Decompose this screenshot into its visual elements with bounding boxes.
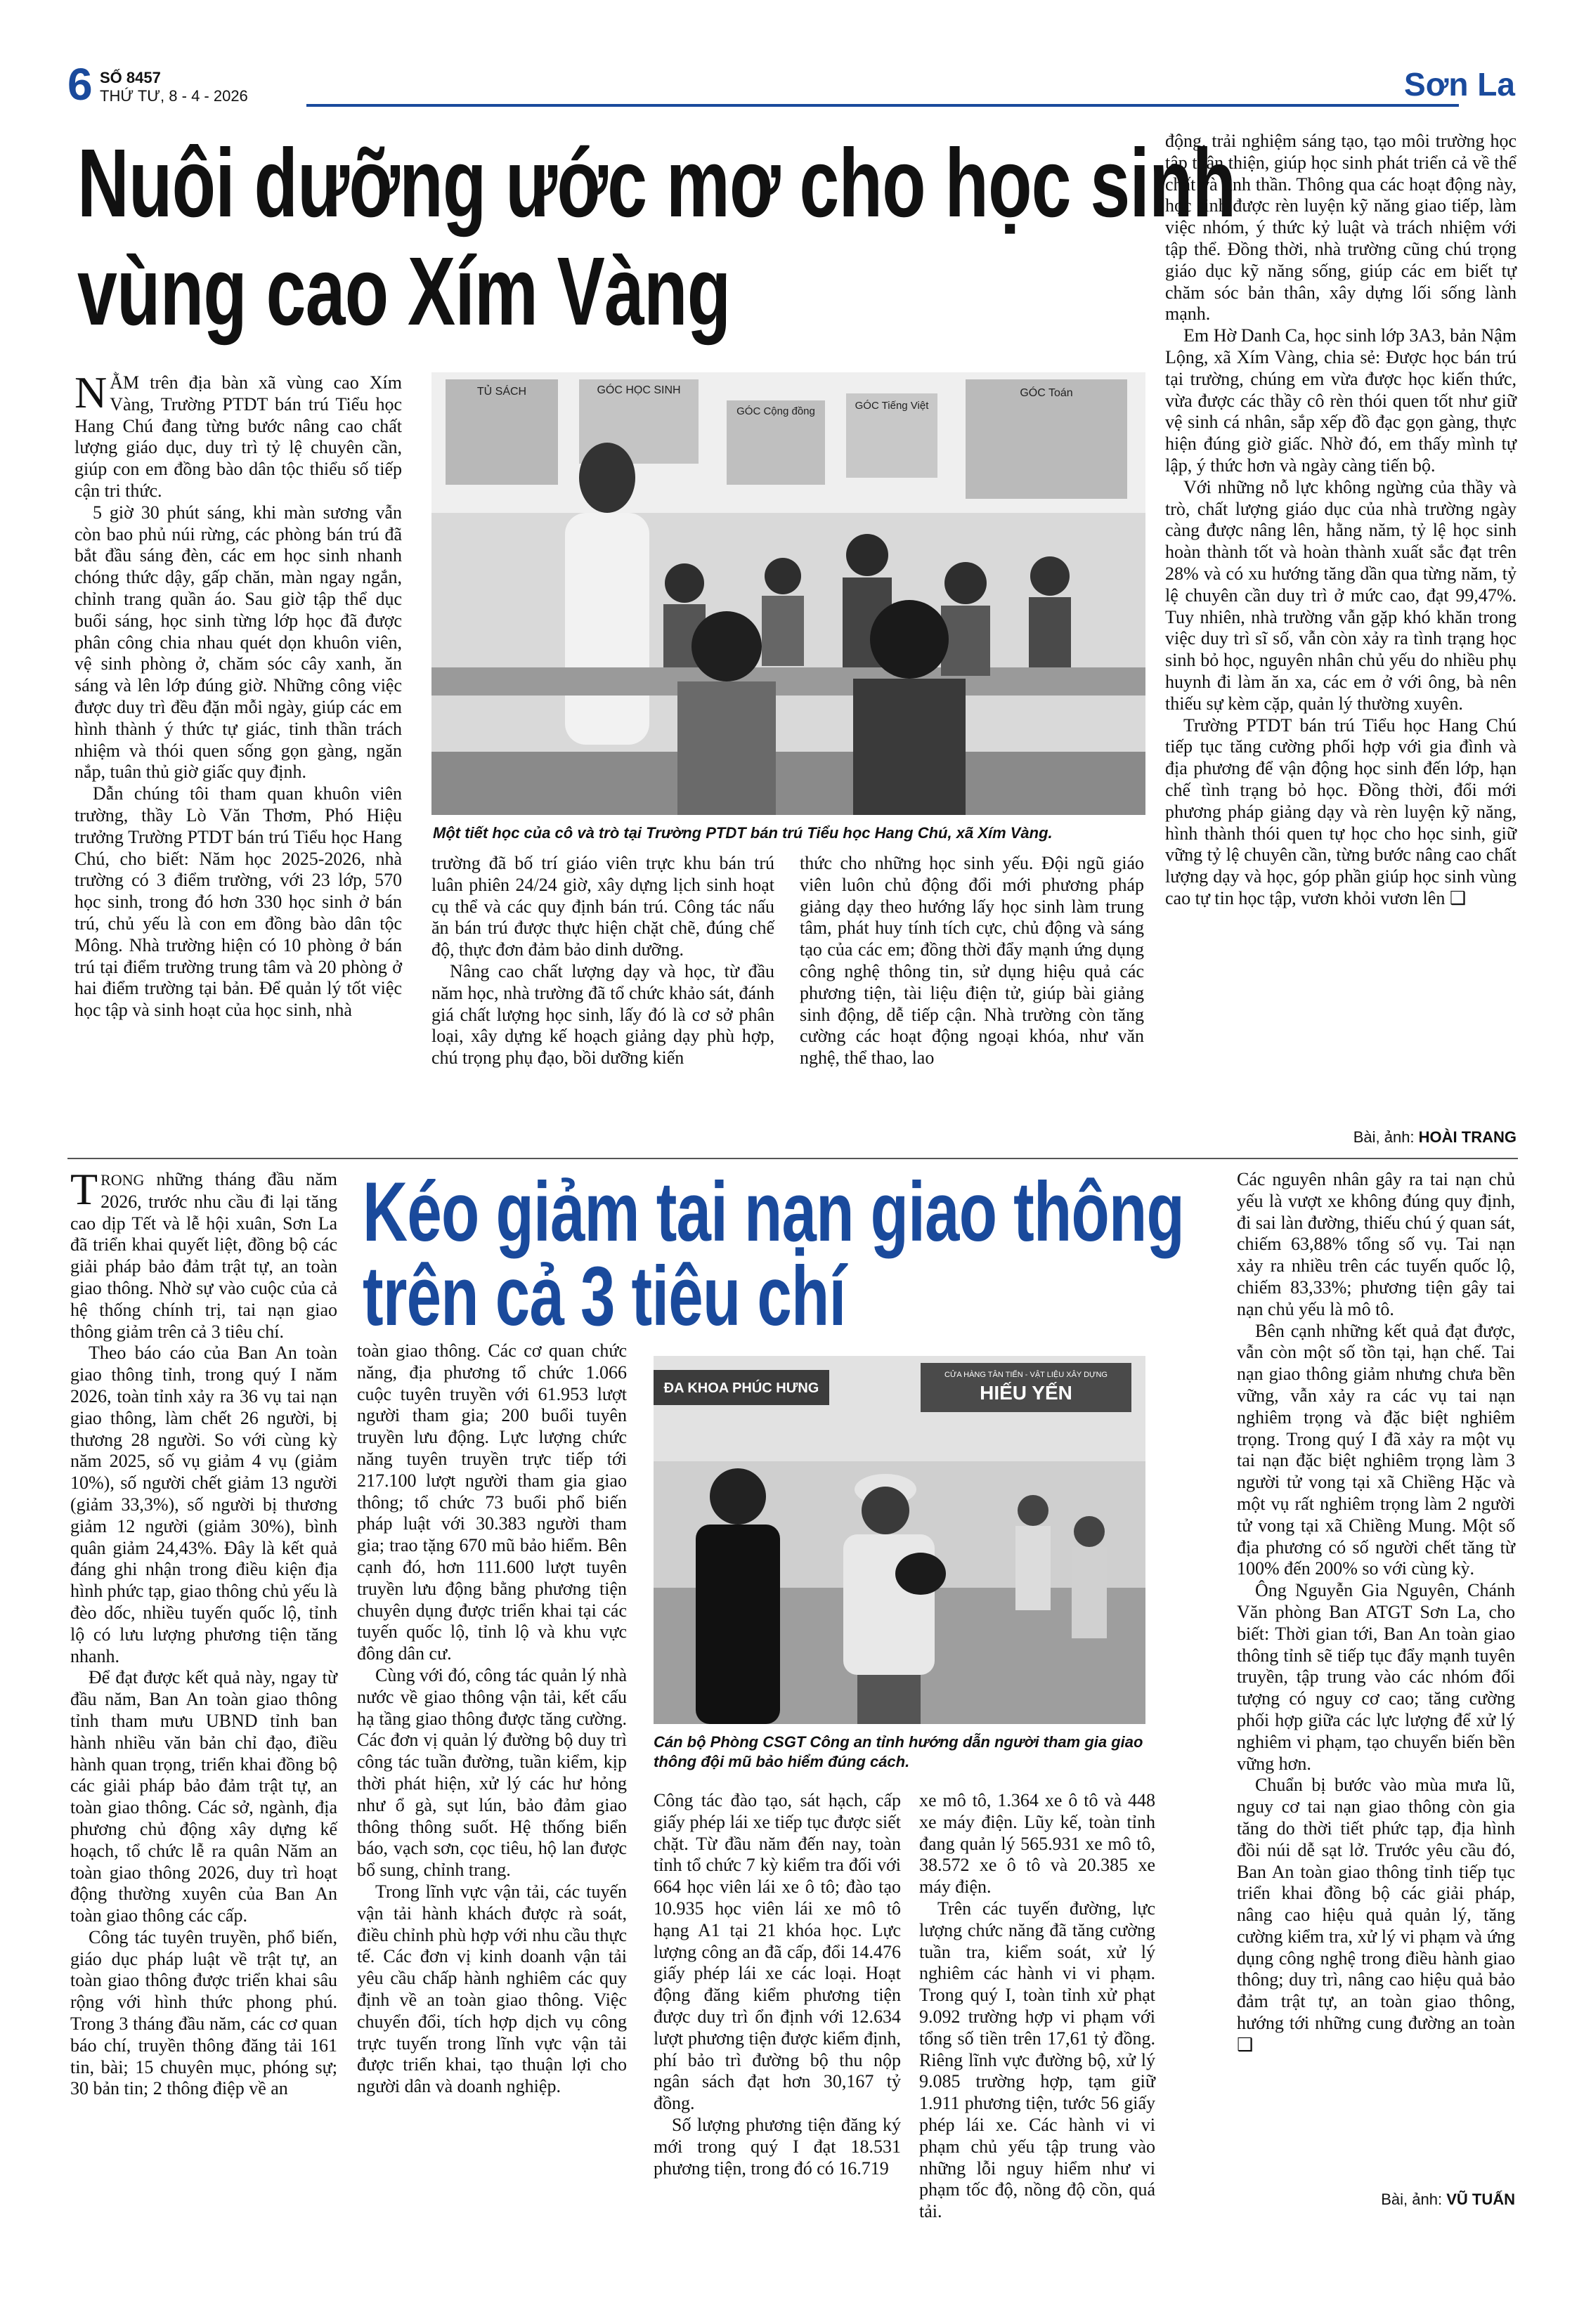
article1-paragraph: Dẫn chúng tôi tham quan khuôn viên trường, thầy Lò Văn Thơm, Phó Hiệu trưởng Trường PTDT bán trú Tiểu học Hang Chú, cho biết: Năm học 2025-2026, nhà trường có 3 điểm trường, với 23 lớp, 570 học sinh, trong đó hơn 330 học sinh ở bán trú, chủ yếu là con em đồng bào dân tộc Mông. Nhà trường hiện có 10 phòng ở bán trú tại điểm trường trung tâm và 20 phòng ở hai điểm trường tại bản. Để quản lý tốt việc học tập và sinh hoạt của học sinh, nhà [74, 783, 402, 1021]
helmet-icon [895, 1553, 946, 1595]
article2-paragraph: Cùng với đó, công tác quản lý nhà nước về giao thông vận tải, kết cấu hạ tầng giao thông được tăng cường. Các đơn vị quản lý đường bộ duy trì công tác tuần đường, tuần kiểm, kịp thời phát hiện, xử lý các hư hỏng như ổ gà, sụt lún, bảo đảm giao thông thông suốt. Hệ thống biển báo, vạch sơn, cọc tiêu, hộ lan được bổ sung, chỉnh trang. [357, 1664, 627, 1881]
article2-paragraph: Số lượng phương tiện đăng ký mới trong quý I đạt 18.531 phương tiện, trong đó có 16.719 [654, 2114, 901, 2179]
article2-author: VŨ TUẤN [1446, 2191, 1515, 2208]
traffic-police-photo [654, 1356, 1145, 1724]
article2-paragraph: xe mô tô, 1.364 xe ô tô và 448 xe máy điện. Lũy kế, toàn tỉnh đang quản lý 565.931 xe mô tô, 38.572 xe ô tô và 20.385 xe máy điện. [919, 1790, 1155, 1898]
issue-number: SỐ 8457 [100, 69, 161, 86]
article2-paragraph: Để đạt được kết quả này, ngay từ đầu năm, Ban An toàn giao thông tỉnh tham mưu UBND tỉnh ban hành nhiều văn bản chỉ đạo, điều hành quan trọng, triển khai đồng bộ các giải pháp bảo đảm trật tự, an toàn giao thông. Các sở, ngành, địa phương chủ động xây dựng kế hoạch, tổ chức lễ ra quân Năm an toàn giao thông 2026, duy trì hoạt động thường xuyên của Ban An toàn giao thông các cấp. [70, 1667, 337, 1926]
article2-column-3 [654, 1790, 901, 2206]
article2-title-line1: Kéo giảm tai nạn giao thông [363, 1165, 1184, 1259]
article1-paragraph: thức cho những học sinh yếu. Đội ngũ giáo viên luôn chủ động đổi mới phương pháp giảng dạy theo hướng lấy học sinh làm trung tâm, phát huy tính tích cực, chủ động và sáng tạo của các em; đồng thời đẩy mạnh ứng dụng công nghệ thông tin, sử dụng hiệu quả các phương tiện, tài liệu điện tử, giúp bài giảng sinh động, dễ tiếp cận. Nhà trường còn tăng cường các hoạt động ngoại khóa, như văn nghệ, thể thao, lao [800, 853, 1144, 1069]
article2-paragraph: Trong lĩnh vực vận tải, các tuyến vận tải hành khách được rà soát, điều chỉnh phù hợp với nhu cầu thực tế. Các đơn vị kinh doanh vận tải yêu cầu chấp hành nghiêm các quy định về an toàn giao thông. Việc chuyển đổi, tích hợp dịch vụ công trực tuyến trong lĩnh vực vận tải được triển khai, tạo thuận lợi cho người dân và doanh nghiệp. [357, 1881, 627, 2097]
photo-sign-text: GÓC HỌC SINH [597, 384, 681, 396]
page-header [67, 59, 1515, 110]
article1-column-3 [800, 853, 1144, 1148]
article2-paragraph: Công tác tuyên truyền, phổ biến, giáo dục pháp luật về trật tự, an toàn giao thông được triển khai sâu rộng với hình thức phong phú. Trong 3 tháng đầu năm, các cơ quan báo chí, truyền thông đăng tải 161 tin, bài; 15 chuyên mục, phóng sự; 30 bản tin; 2 thông điệp về an [70, 1926, 337, 2099]
article1-paragraph: Nâng cao chất lượng dạy và học, từ đầu năm học, nhà trường đã tổ chức khảo sát, đánh giá chất lượng học sinh, lấy đó là cơ sở phân loại, xây dựng kế hoạch giảng dạy phù hợp, chú trọng phụ đạo, bồi dưỡng kiến [431, 960, 774, 1069]
article2-paragraph: Ông Nguyễn Gia Nguyên, Chánh Văn phòng Ban ATGT Sơn La, cho biết: Thời gian tới, Ban An toàn giao thông tỉnh sẽ tiếp tục đẩy mạnh tuyên truyền, tập trung vào các nhóm đối tượng có nguy cơ cao; tăng cường phối hợp giữa các lực lượng để xử lý nghiêm vi phạm, tạo chuyển biến bền vững hơn. [1237, 1580, 1515, 1774]
article1-dropcap: N [74, 367, 108, 417]
page-number: 6 [67, 59, 93, 110]
photo-sign-text: HIẾU YẾN [980, 1382, 1072, 1404]
article2-byline: Bài, ảnh: VŨ TUẤN [1381, 2191, 1515, 2208]
classroom-photo [431, 372, 1145, 815]
article2-paragraph: Theo báo cáo của Ban An toàn giao thông tỉnh, trong quý I năm 2026, toàn tỉnh xảy ra 36 vụ tai nạn giao thông, làm chết 26 người, bị thương 28 người. So với cùng kỳ năm 2025, số vụ giảm 4 vụ (giảm 10%), số người chết giảm 13 người (giảm 33,3%), số người bị thương giảm 12 người (giảm 30%), bình quân giảm 24,43%. Đây là kết quả đáng ghi nhận trong điều kiện địa hình phức tạp, giao thông chủ yếu là đèo dốc, nhiều tuyến quốc lộ, tỉnh lộ có lưu lượng phương tiện tăng nhanh. [70, 1343, 337, 1666]
article2-paragraph: Chuẩn bị bước vào mùa mưa lũ, nguy cơ tai nạn giao thông còn gia tăng do thời tiết phức tạp, địa hình đồi núi dễ sạt lở. Trước yêu cầu đó, Ban An toàn giao thông tỉnh tiếp tục triển khai đồng bộ các giải pháp, nâng cao hiệu quả quản lý, tăng cường kiểm tra, xử lý vi phạm và ứng dụng công nghệ trong điều hành giao thông; duy trì, nâng cao hiệu quả bảo đảm trật tự, an toàn giao thông, hướng tới những cung đường an toàn ❑ [1237, 1775, 1515, 2055]
classroom-photo-image [431, 372, 1145, 815]
photo-sign-text: CỬA HÀNG TÂN TIẾN - VẬT LIỆU XÂY DỰNG [944, 1371, 1108, 1379]
article1-author: HOÀI TRANG [1418, 1128, 1517, 1146]
article2-title-line2: trên cả 3 tiêu chí [363, 1249, 846, 1343]
article2-column-5 [1237, 1169, 1515, 2188]
article2-dropcap: T [70, 1164, 98, 1214]
photo-sign-text: GÓC Cộng đồng [736, 405, 815, 417]
article1-photo-caption: Một tiết học của cô và trò tại Trường PTDT bán trú Tiểu học Hang Chú, xã Xím Vàng. [433, 824, 1053, 842]
article1-paragraph: động, trải nghiệm sáng tạo, tạo môi trường học tập thân thiện, giúp học sinh phát triển cả về thể chất và tinh thần. Thông qua các hoạt động này, học sinh được rèn luyện kỹ năng giao tiếp, làm việc nhóm, ý thức kỷ luật và trách nhiệm với tập thể. Đồng thời, nhà trường cũng chú trọng giáo dục kỹ năng sống, giúp các em biết tự chăm sóc bản thân, xây dựng lối sống lành mạnh. [1165, 131, 1517, 325]
article1-column-4 [1165, 131, 1517, 1147]
article1-paragraph: 5 giờ 30 phút sáng, khi màn sương vẫn còn bao phủ núi rừng, các phòng bán trú đã bắt đầu sáng đèn, các em học sinh nhanh chóng thức dậy, gấp chăn, màn ngay ngắn, chỉnh trang quần áo. Sau giờ tập thể dục buổi sáng, học sinh từng lớp học đã được phân công chia nhau quét dọn khuôn viên, vệ sinh phòng ở, chăm sóc cây xanh, ăn sáng và lên lớp đúng giờ. Những công việc được duy trì đều đặn mỗi ngày, giúp các em hình thành ý thức tự giác, tinh thần trách nhiệm và thói quen sống gọn gàng, ngăn nắp, tuân thủ giờ giấc quy định. [74, 502, 402, 783]
article1-lead: NẰM trên địa bàn xã vùng cao Xím Vàng, Trường PTDT bán trú Tiểu học Hang Chú đang từng bước nâng cao chất lượng giáo dục, duy trì tỷ lệ chuyên cần, giúp con em đồng bào dân tộc thiểu số tiếp cận tri thức. [74, 367, 402, 501]
article2-lead: TRONG những tháng đầu năm 2026, trước nhu cầu đi lại tăng cao dịp Tết và lễ hội xuân, Sơn La đã triển khai quyết liệt, đồng bộ các giải pháp bảo đảm trật tự, an toàn giao thông. Nhờ sự vào cuộc của cả hệ thống chính trị, tai nạn giao thông giảm trên cả 3 tiêu chí. [70, 1164, 337, 1342]
header-rule [306, 104, 1459, 107]
article1-byline: Bài, ảnh: HOÀI TRANG [1353, 1128, 1517, 1146]
article1-column-2 [431, 853, 774, 1148]
article1-paragraph: Em Hờ Danh Ca, học sinh lớp 3A3, bản Nậm Lộng, xã Xím Vàng, chia sẻ: Được học bán trú tại trường, chúng em vừa được học kiến thức, vừa được các thầy cô rèn thói quen tốt như giữ vệ sinh cá nhân, sắp xếp đồ đạc gọn gàng, thực hiện đúng giờ giấc. Nhờ đó, em thấy mình tự lập, ý thức hơn và ngày càng tiến bộ. [1165, 325, 1517, 476]
article1-title-line1: Nuôi dưỡng ước mơ cho học sinh [77, 129, 1236, 237]
article1-title-line2: vùng cao Xím Vàng [77, 237, 731, 346]
article1-column-1 [74, 367, 402, 1180]
article-divider [67, 1158, 1518, 1159]
traffic-police-photo-image [654, 1356, 1145, 1724]
photo-sign-text: GÓC Tiếng Việt [855, 400, 929, 412]
issue-date: THỨ TƯ, 8 - 4 - 2026 [100, 87, 248, 105]
photo-sign-text: TỦ SÁCH [476, 386, 527, 398]
article1-paragraph: trường đã bố trí giáo viên trực khu bán trú luân phiên 24/24 giờ, xây dựng lịch sinh hoạt cụ thể và các quy định bán trú. Công tác nấu ăn bán trú được thực hiện chặt chẽ, đúng chế độ, thực đơn đảm bảo dinh dưỡng. [431, 853, 774, 960]
article2-photo-caption: Cán bộ Phòng CSGT Công an tỉnh hướng dẫn người tham gia giao thông đội mũ bảo hiểm đúng cách. [654, 1733, 1143, 1770]
article2-paragraph: Bên cạnh những kết quả đạt được, vẫn còn một số tồn tại, hạn chế. Tai nạn giao thông giảm nhưng chưa bền vững, vẫn xảy ra các vụ tai nạn nghiêm trọng và đặc biệt nghiêm trọng. Trong quý I đã xảy ra một vụ tai nạn đặc biệt nghiêm trọng làm 3 người tử vong tại xã Chiềng Hặc và một vụ rất nghiêm trọng làm 2 người tử vong tại xã Chiềng Mung. Một số địa phương có số người chết tăng từ 100% đến 200% so với cùng kỳ. [1237, 1320, 1515, 1579]
article1-paragraph: Với những nỗ lực không ngừng của thầy và trò, chất lượng giáo dục của nhà trường ngày càng được nâng lên, hằng năm, tỷ lệ học sinh hoàn thành tốt và hoàn thành xuất sắc đạt trên 28% và có xu hướng tăng dần qua từng năm, tỷ lệ chuyên cần duy trì ở mức cao, đạt 99,47%. Tuy nhiên, nhà trường vẫn gặp khó khăn trong việc duy trì sĩ số, vẫn còn xảy ra tình trạng học sinh bỏ học, nguyên nhân chủ yếu do nhiều phụ huynh đi làm ăn xa, các em ở với ông, bà nên thiếu sự kèm cặp, quản lý thường xuyên. [1165, 476, 1517, 714]
article2-column-4 [919, 1790, 1155, 2222]
article2-paragraph: Các nguyên nhân gây ra tai nạn chủ yếu là vượt xe không đúng quy định, đi sai làn đường, thiếu chú ý quan sát, chiếm 63,88% tổng số vụ. Tai nạn xảy ra nhiều trên các tuyến quốc lộ, chiếm 83,33%; phương tiện gây tai nạn chủ yếu là mô tô. [1237, 1169, 1515, 1319]
article2-paragraph: Trên các tuyến đường, lực lượng chức năng đã tăng cường tuần tra, kiểm soát, xử lý nghiêm các hành vi vi phạm. Trong quý I, toàn tỉnh xử phạt 9.092 trường hợp vi phạm với tổng số tiền trên 17,61 tỷ đồng. Riêng lĩnh vực đường bộ, xử lý 9.085 trường hợp, tạm giữ 1.911 phương tiện, tước 56 giấy phép lái xe. Các hành vi vi phạm chủ yếu tập trung vào những lỗi nguy hiểm như vi phạm tốc độ, nồng độ cồn, quá tải. [919, 1898, 1155, 2222]
article2-paragraph: toàn giao thông. Các cơ quan chức năng, địa phương tổ chức 1.066 cuộc tuyên truyền với 61.953 lượt người tham gia; 200 buổi tuyên truyền lưu động. Lực lượng chức năng tuyên truyền trực tiếp tới 217.100 lượt người tham gia giao thông; tổ chức 73 buổi phổ biến pháp luật với 30.383 người tham gia; trao tặng 670 mũ bảo hiểm. Bên cạnh đó, hơn 111.600 lượt tuyên truyền lưu động bằng phương tiện chuyên dụng được triển khai tại các tuyến quốc lộ, tỉnh lộ và khu vực đông dân cư. [357, 1340, 627, 1664]
article1-paragraph: Trường PTDT bán trú Tiểu học Hang Chú tiếp tục tăng cường phối hợp với gia đình và địa phương để vận động học sinh đến lớp, hạn chế tình trạng bỏ học. Đồng thời, đổi mới phương pháp giảng dạy và rèn luyện kỹ năng, hình thành thói quen tự học cho học sinh, giữ vững tỷ lệ chuyên cần, từng bước nâng cao chất lượng dạy và học, góp phần giúp học sinh vùng cao tự tin học tập, vươn khỏi vươn lên ❑ [1165, 714, 1517, 908]
photo-sign-text: ĐA KHOA PHÚC HƯNG [663, 1380, 819, 1396]
section-name: Sơn La [1404, 66, 1515, 103]
photo-sign-text: GÓC Toán [1020, 387, 1073, 399]
article2-paragraph: Công tác đào tạo, sát hạch, cấp giấy phép lái xe tiếp tục được siết chặt. Từ đầu năm đến nay, toàn tỉnh tổ chức 7 kỳ kiểm tra đối với 664 học viên lái xe ô tô; đào tạo 10.935 học viên lái xe mô tô hạng A1 tại 21 khóa học. Lực lượng công an đã cấp, đổi 14.476 giấy phép lái xe các loại. Hoạt động đăng kiểm phương tiện được duy trì ổn định với 12.634 lượt phương tiện được kiểm định, phí bảo trì đường bộ thu nộp ngân sách đạt hơn 30,167 tỷ đồng. [654, 1790, 901, 2114]
article2-column-2 [357, 1340, 627, 2206]
article2-column-1 [70, 1164, 337, 2206]
